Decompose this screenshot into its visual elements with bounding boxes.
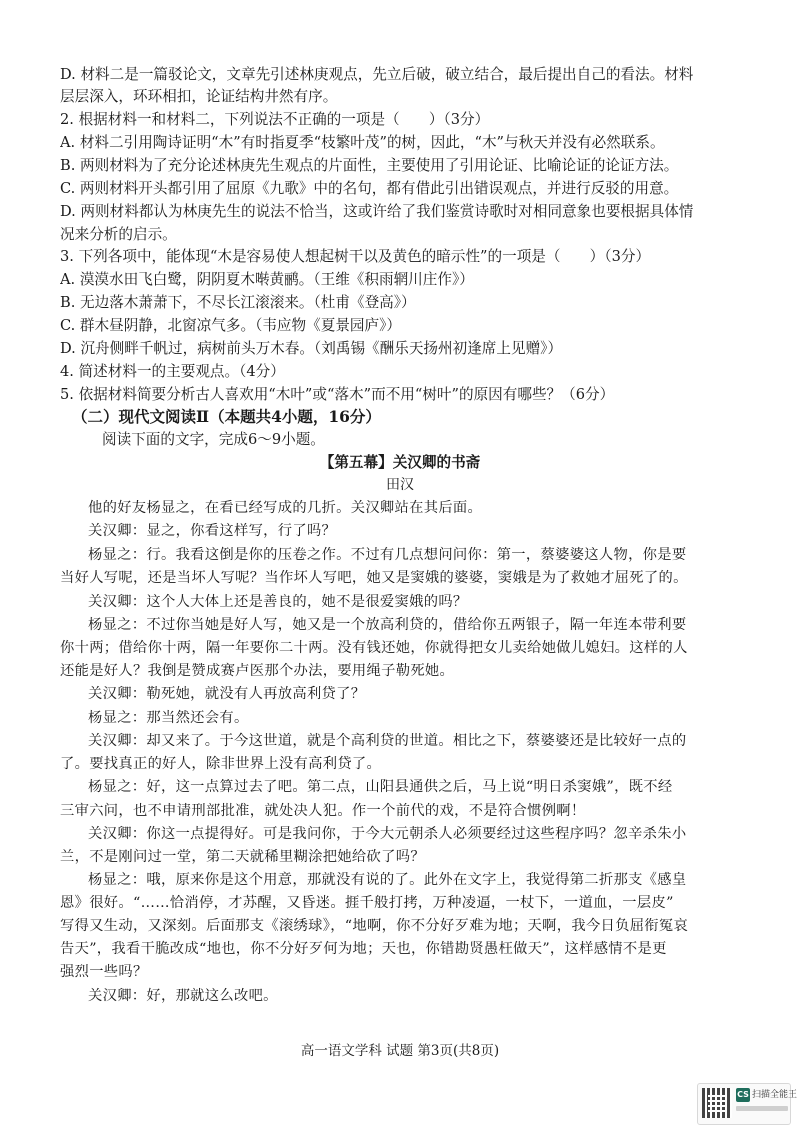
play-line: 关汉卿：这个人大体上还是善良的，她不是很爱窦娥的吗？	[88, 594, 468, 610]
play-line: 三审六问，也不申请刑部批准，就处决人犯。作一个前代的戏，不是符合惯例啊！	[60, 803, 586, 819]
play-author: 田汉	[386, 477, 414, 493]
play-line: 关汉卿：你这一点提得好。可是我问你，于今大元朝杀人必须要经过这些程序吗？忽辛杀朱小	[88, 826, 687, 842]
q3-option-d: D. 沉舟侧畔千帆过，病树前头万木春。（刘禹锡《酬乐天扬州初逢席上见赠》）	[60, 340, 563, 357]
q2-option-d-line2: 况来分析的启示。	[60, 226, 177, 243]
play-title: 【第五幕】关汉卿的书斋	[319, 454, 481, 471]
play-line: 杨显之：不过你当她是好人写，她又是一个放高利贷的，借给你五两银子，隔一年连本带利要	[88, 617, 687, 633]
play-line: 关汉卿：好，那就这么改吧。	[88, 988, 278, 1004]
q2-option-c: C. 两则材料开头都引用了屈原《九歌》中的名句，都有借此引出错误观点，并进行反驳的用意。	[60, 180, 679, 197]
play-line: 杨显之：好，这一点算过去了吧。第二点，山阳县通供之后，马上说“明日杀窦娥”，既不经	[88, 779, 673, 795]
play-line: 杨显之：哦，原来你是这个用意，那就没有说的了。此外在文字上，我觉得第二折那支《感皇	[88, 872, 687, 888]
scanner-watermark	[697, 1083, 798, 1125]
qr-code-icon	[702, 1088, 732, 1118]
q3-option-c: C. 群木昼阴静，北窗凉气多。（韦应物《夏景园庐》）	[60, 317, 401, 334]
q2-stem: 2. 根据材料一和材料二，下列说法不正确的一项是（ ）（3分）	[60, 111, 490, 128]
q2-option-a: A. 材料二引用陶诗证明“木”有时指夏季“枝繁叶茂”的树，因此，“木”与秋天并没有必然联系。	[60, 134, 665, 151]
play-line: 杨显之：行。我看这倒是你的压卷之作。不过有几点想问问你：第一，蔡婆婆这人物，你是要	[88, 547, 687, 563]
play-line: 关汉卿：显之，你看这样写，行了吗？	[88, 523, 337, 539]
scanner-tagline-bar	[736, 1106, 788, 1111]
q5-stem: 5. 依据材料简要分析古人喜欢用“木叶”或“落木”而不用“树叶”的原因有哪些？（6分）	[60, 386, 615, 403]
play-line: 恩》很好。“……恰消停，才苏醒，又昏迷。捱千般打拷，万种凌逼，一杖下，一道血，一层皮”	[60, 895, 674, 911]
q3-option-a: A. 漠漠水田飞白鹭，阴阴夏木啭黄鹂。（王维《积雨辋川庄作》）	[60, 271, 474, 288]
q1-option-d-line1: D. 材料二是一篇驳论文，文章先引述林庚观点，先立后破，破立结合，最后提出自己的看法。材料	[60, 66, 694, 83]
q3-option-b: B. 无边落木萧萧下，不尽长江滚滚来。（杜甫《登高》）	[60, 294, 416, 311]
cs-logo-icon: CS	[736, 1088, 750, 1102]
play-line: 告天”，我看干脆改成“地也，你不分好歹何为地；天也，你错勘贤愚枉做天”，这样感情不是更	[60, 941, 667, 957]
play-line: 了。要找真正的好人，除非世界上没有高利贷了。	[60, 756, 382, 772]
play-line: 杨显之：那当然还会有。	[88, 710, 249, 726]
play-line: 关汉卿：勒死她，就没有人再放高利贷了？	[88, 686, 366, 702]
q1-option-d-line2: 层层深入，环环相扣，论证结构井然有序。	[60, 88, 338, 105]
play-line: 写得又生动，又深刻。后面那支《滚绣球》，“地啊，你不分好歹难为地；天啊，我今日负屈衔冤哀	[60, 918, 689, 934]
section-heading: （二）现代文阅读Ⅱ（本题共4小题，16分）	[72, 407, 381, 426]
q4-stem: 4. 简述材料一的主要观点。（4分）	[60, 363, 285, 380]
play-line: 你十两；借给你十两，隔一年要你二十两。没有钱还她，你就得把女儿卖给她做儿媳妇。这样的人	[60, 640, 688, 656]
play-line: 兰，不是刚问过一堂，第二天就稀里糊涂把她给砍了吗？	[60, 849, 425, 865]
q2-option-b: B. 两则材料为了充分论述林庚先生观点的片面性，主要使用了引用论证、比喻论证的论证方法。	[60, 157, 679, 174]
page-footer: 高一语文学科 试题 第3页(共8页)	[300, 1043, 500, 1059]
play-line: 他的好友杨显之，在看已经写成的几折。关汉卿站在其后面。	[88, 500, 483, 516]
play-line: 还能是好人？我倒是赞成赛卢医那个办法，要用绳子勒死她。	[60, 663, 455, 679]
scanner-app-name: 扫描全能王	[752, 1090, 798, 1100]
play-line: 强烈一些吗？	[60, 964, 148, 980]
play-line: 当好人写呢，还是当坏人写呢？当作坏人写吧，她又是窦娥的婆婆，窦娥是为了救她才屈死了的。	[60, 570, 688, 586]
q3-stem: 3. 下列各项中，能体现“木是容易使人想起树干以及黄色的暗示性”的一项是（ ）（3分）	[60, 248, 651, 265]
play-line: 关汉卿：却又来了。于今这世道，就是个高利贷的世道。相比之下，蔡婆婆还是比较好一点的	[88, 733, 687, 749]
section-instruction: 阅读下面的文字，完成6～9小题。	[102, 431, 325, 448]
q2-option-d-line1: D. 两则材料都认为林庚先生的说法不恰当，这或许给了我们鉴赏诗歌时对相同意象也要根据具体情	[60, 203, 694, 220]
